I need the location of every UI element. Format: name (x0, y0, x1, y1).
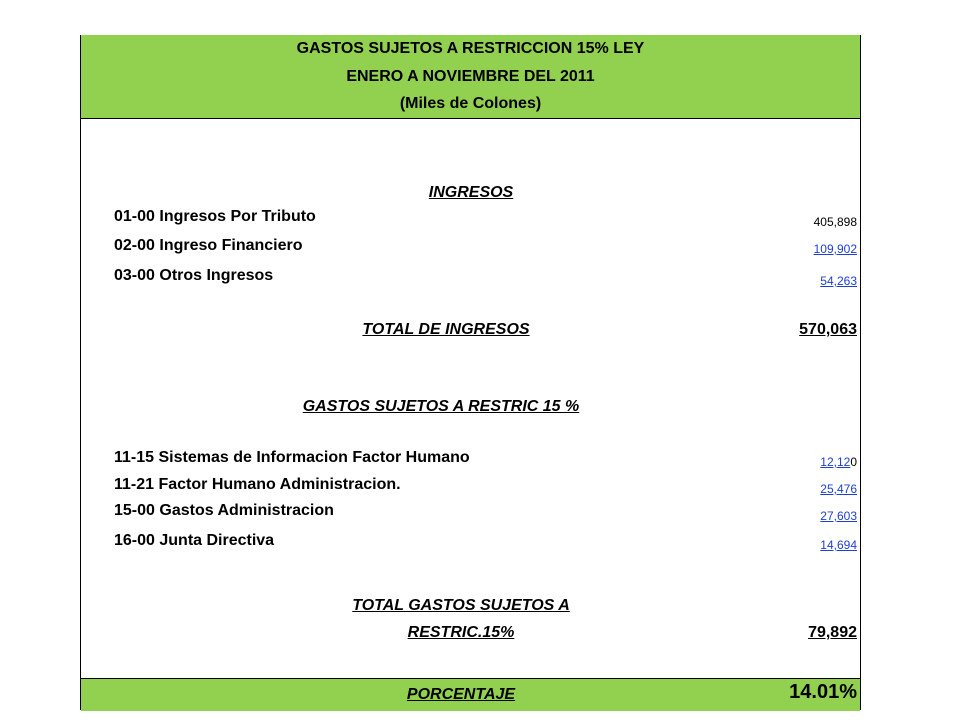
report-sheet (80, 35, 861, 710)
total-gastos-label-line2: RESTRIC.15% (407, 624, 515, 641)
total-gastos-value: 79,892 (808, 624, 857, 641)
ingresos-row-value-link[interactable]: 109,902 (813, 242, 857, 256)
total-gastos-label-line1: TOTAL GASTOS SUJETOS A (352, 597, 570, 614)
gastos-row-label: 11-15 Sistemas de Informacion Factor Humano (114, 449, 470, 466)
gastos-row-value (820, 455, 857, 469)
gastos-row-value-link[interactable]: 25,476 (820, 482, 857, 496)
ingresos-row-label: 02-00 Ingreso Financiero (114, 237, 303, 254)
ingresos-heading: INGRESOS (428, 184, 514, 201)
gastos-row-value-link[interactable]: 12,12 (820, 455, 851, 469)
header-band (81, 35, 860, 119)
ingresos-row-value-link[interactable]: 54,263 (820, 274, 857, 288)
gastos-row-label: 15-00 Gastos Administracion (114, 502, 334, 519)
total-ingresos-value: 570,063 (799, 321, 857, 338)
gastos-row-value-tail: 0 (850, 455, 857, 469)
ingresos-row-label: 01-00 Ingresos Por Tributo (114, 208, 316, 225)
report-period: ENERO A NOVIEMBRE DEL 2011 (346, 68, 595, 85)
gastos-row-value-link[interactable]: 14,694 (820, 538, 857, 552)
ingresos-row-value: 405,898 (813, 215, 857, 229)
footer-band (81, 678, 860, 711)
gastos-row-label: 11-21 Factor Humano Administracion. (114, 476, 401, 493)
porcentaje-value: 14.01% (789, 681, 857, 703)
report-title: GASTOS SUJETOS A RESTRICCION 15% LEY (296, 40, 645, 57)
report-units: (Miles de Colones) (399, 95, 542, 112)
porcentaje-label: PORCENTAJE (406, 686, 516, 703)
ingresos-row-label: 03-00 Otros Ingresos (114, 267, 274, 284)
gastos-row-label: 16-00 Junta Directiva (114, 532, 275, 549)
gastos-row-value-link[interactable]: 27,603 (820, 509, 857, 523)
gastos-heading: GASTOS SUJETOS A RESTRIC 15 % (302, 398, 580, 415)
total-ingresos-label: TOTAL DE INGRESOS (362, 321, 530, 338)
